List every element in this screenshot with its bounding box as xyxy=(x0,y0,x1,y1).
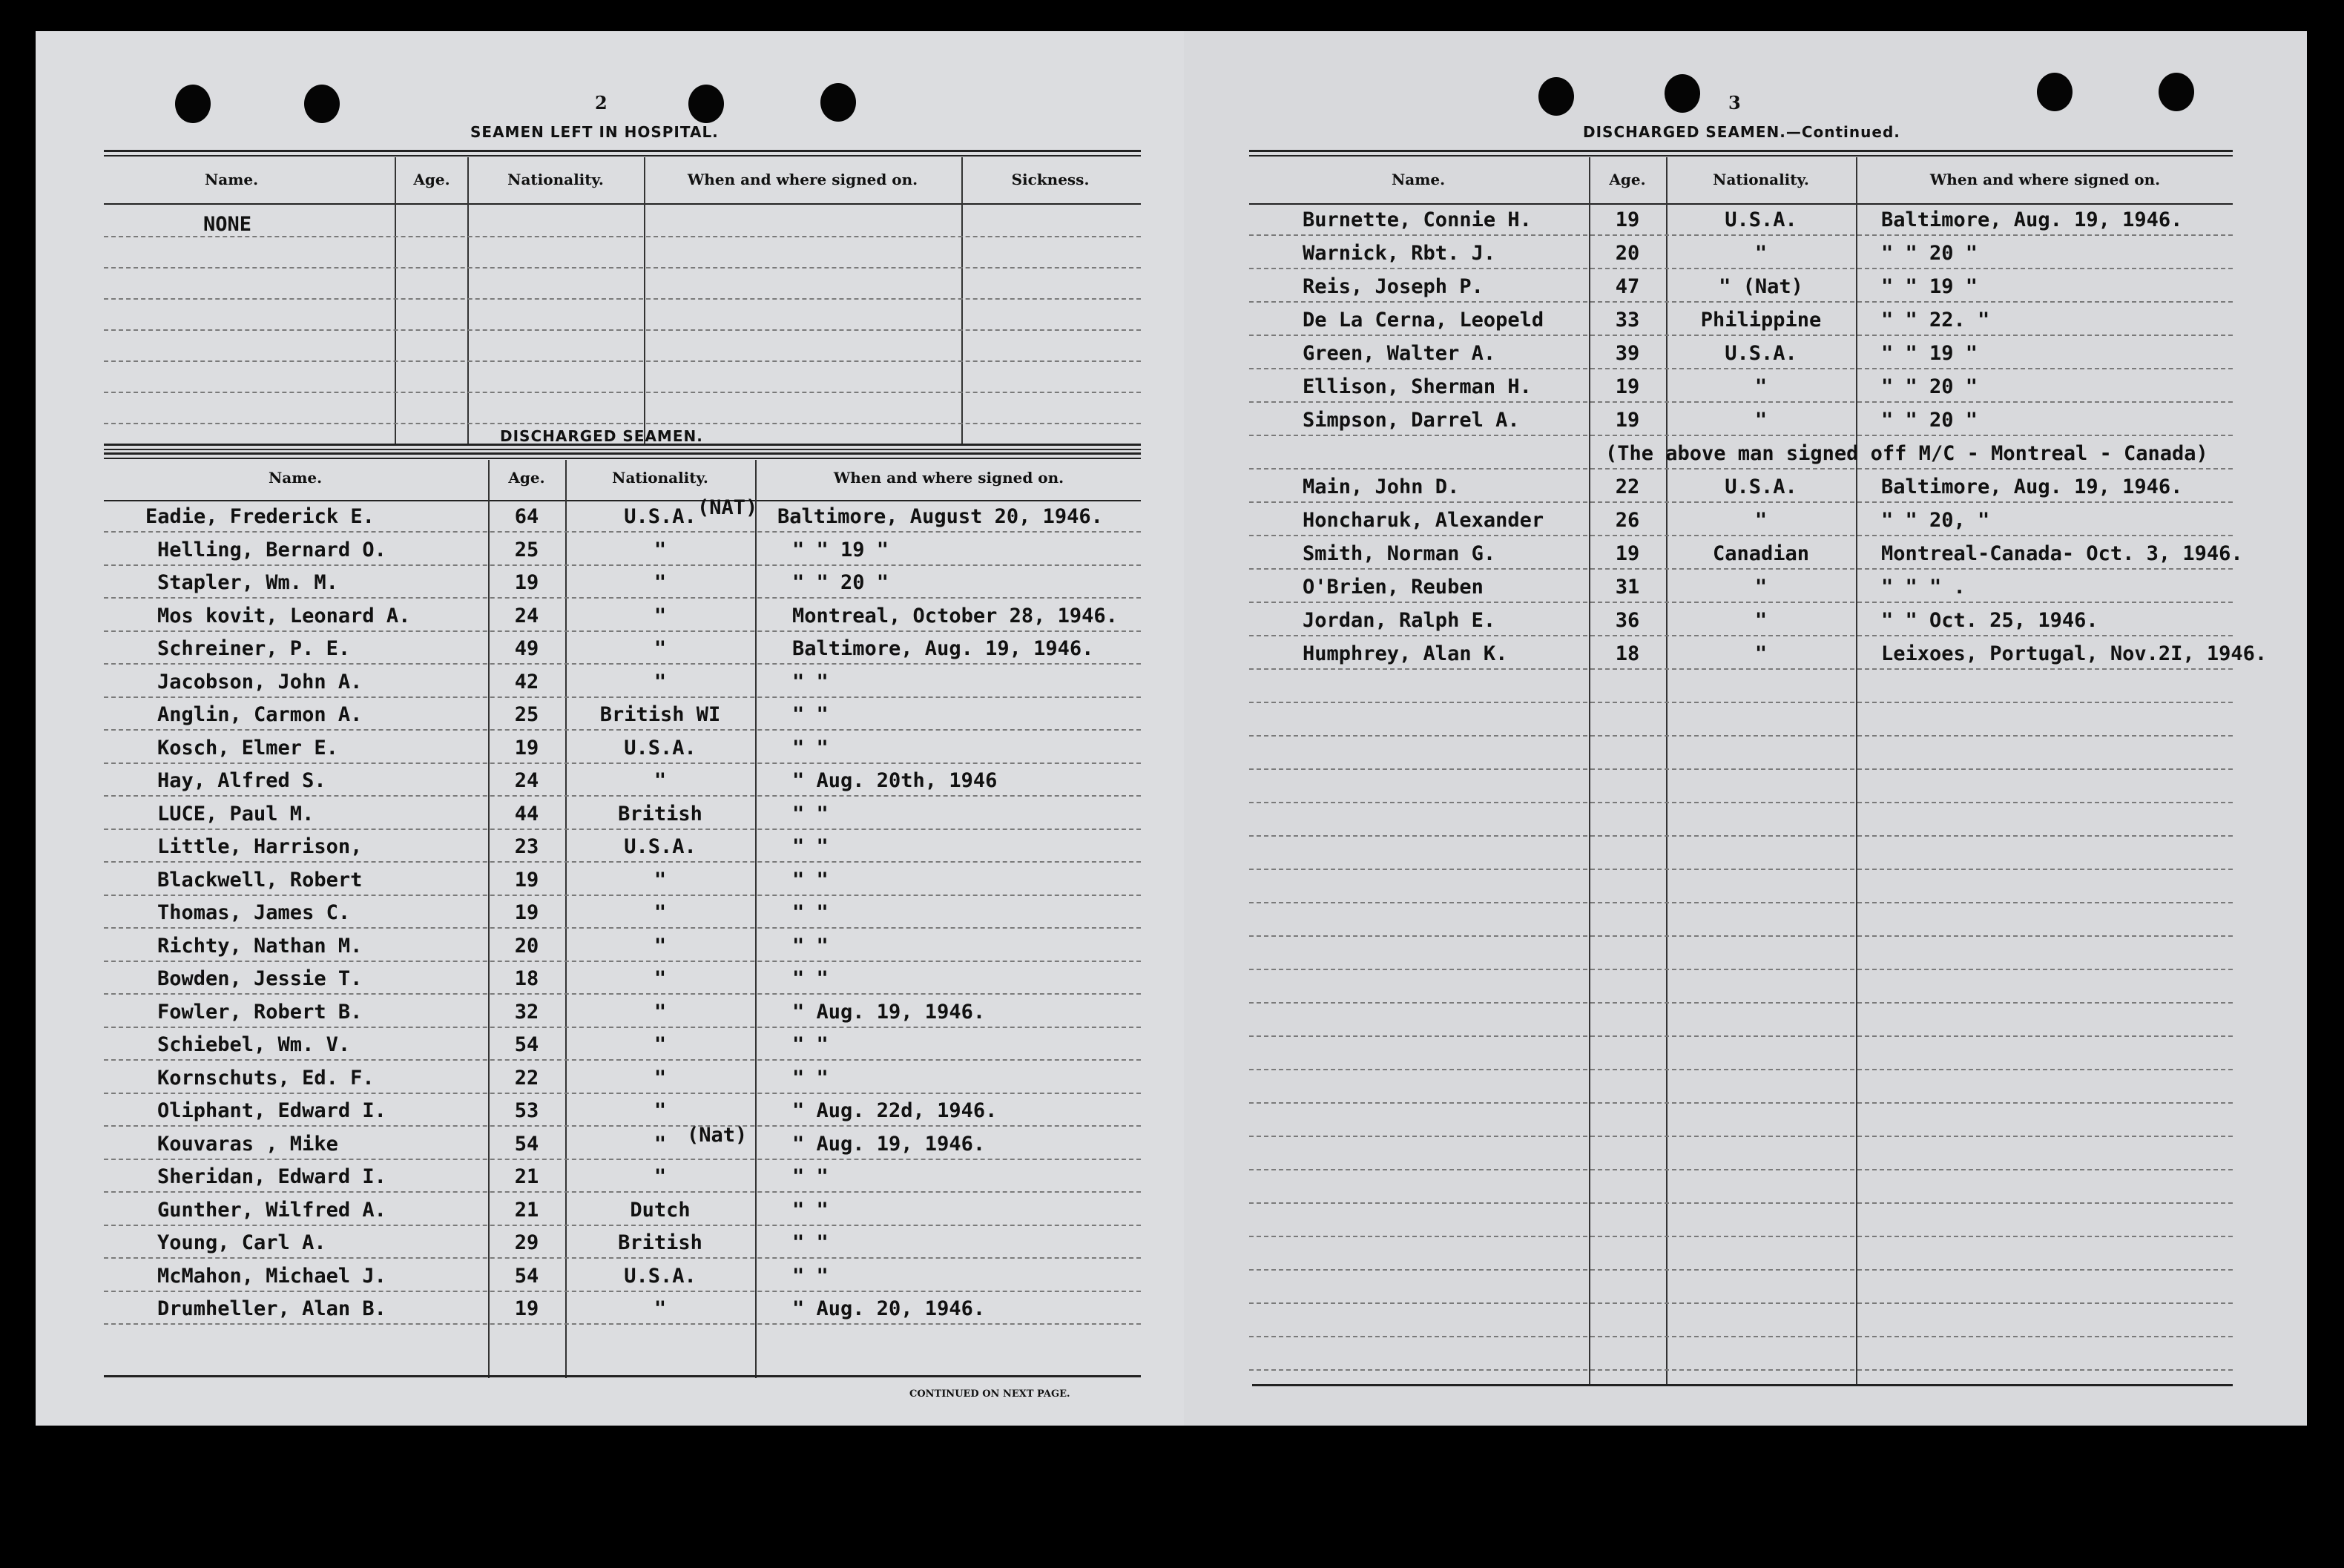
seaman-name: Oliphant, Edward I. xyxy=(157,1099,386,1122)
ruled-line xyxy=(1249,234,2233,236)
col-header-nationality: Nationality. xyxy=(612,469,708,487)
seaman-age: 19 xyxy=(1615,542,1640,565)
ruled-line xyxy=(104,1323,1141,1325)
seaman-nationality: " xyxy=(1754,642,1768,665)
table-rule xyxy=(1249,150,2233,152)
seaman-age: 54 xyxy=(514,1133,539,1156)
seaman-nationality: Dutch xyxy=(630,1199,691,1222)
seaman-nationality: British WI xyxy=(599,703,721,726)
signed-on: " " xyxy=(792,835,829,858)
table-rule xyxy=(104,458,1141,459)
seaman-name: Eadie, Frederick E. xyxy=(145,505,375,528)
table-rule xyxy=(104,203,1141,205)
ruled-line xyxy=(1249,768,2233,770)
seaman-nationality: " xyxy=(654,901,667,924)
seaman-age: 25 xyxy=(514,538,539,561)
ruled-line xyxy=(1249,668,2233,670)
seaman-age: 31 xyxy=(1615,576,1640,599)
signed-on: Baltimore, Aug. 19, 1946. xyxy=(1881,475,2183,498)
punch-hole xyxy=(304,85,340,123)
signed-on: " " Oct. 25, 1946. xyxy=(1881,609,2098,632)
signed-on: " " 20, " xyxy=(1881,509,1990,532)
ruled-line xyxy=(104,630,1141,632)
right-page xyxy=(1184,31,2307,1426)
seaman-age: 47 xyxy=(1615,275,1640,298)
seaman-name: Main, John D. xyxy=(1303,475,1460,498)
signed-on: " " 20 " xyxy=(1881,242,1978,265)
seaman-name: Hay, Alfred S. xyxy=(157,769,326,792)
ruled-line xyxy=(104,895,1141,896)
seaman-age: 32 xyxy=(514,1001,539,1024)
ruled-line xyxy=(104,927,1141,929)
ruled-line xyxy=(104,1093,1141,1094)
col-header-sickness: Sickness. xyxy=(1011,171,1090,188)
ruled-line xyxy=(104,1059,1141,1061)
ruled-line xyxy=(1249,1202,2233,1204)
seaman-name: Schiebel, Wm. V. xyxy=(157,1033,351,1056)
ruled-line xyxy=(104,597,1141,599)
page-number: 3 xyxy=(1728,92,1741,113)
column-divider xyxy=(395,157,396,444)
col-header-name: Name. xyxy=(268,469,323,487)
discharged-section-title: DISCHARGED SEAMEN. xyxy=(500,427,703,445)
seaman-age: 29 xyxy=(514,1231,539,1254)
seaman-nationality: " xyxy=(1754,375,1768,398)
ruled-line xyxy=(1249,1136,2233,1137)
seaman-nationality: " xyxy=(654,1099,667,1122)
ruled-line xyxy=(1249,802,2233,803)
ruled-line xyxy=(104,762,1141,764)
ruled-line xyxy=(104,1191,1141,1193)
signed-on: " Aug. 19, 1946. xyxy=(792,1133,986,1156)
seaman-name: Ellison, Sherman H. xyxy=(1303,375,1532,398)
seaman-nationality: " (Nat) xyxy=(1719,275,1803,298)
ruled-line xyxy=(104,531,1141,533)
signed-on: Baltimore, Aug. 19, 1946. xyxy=(792,637,1094,660)
table-rule xyxy=(1249,203,2233,205)
signed-on: " " 19 " xyxy=(1881,275,1978,298)
seaman-name: De La Cerna, Leopeld xyxy=(1303,309,1544,332)
seaman-nationality: British xyxy=(618,1231,702,1254)
ruled-line xyxy=(1249,1169,2233,1170)
seaman-name: Bowden, Jessie T. xyxy=(157,967,363,990)
seaman-age: 33 xyxy=(1615,309,1640,332)
seaman-age: 44 xyxy=(514,803,539,826)
signed-on: " " 20 " xyxy=(792,571,889,594)
seaman-name: Kosch, Elmer E. xyxy=(157,737,338,760)
ruled-line xyxy=(1249,602,2233,603)
signed-on: " " xyxy=(792,1265,829,1288)
column-divider xyxy=(467,157,469,444)
ruled-line xyxy=(104,1125,1141,1127)
ruled-line xyxy=(1249,1002,2233,1004)
seaman-age: 19 xyxy=(1615,409,1640,432)
punch-hole xyxy=(1538,77,1574,116)
seaman-age: 19 xyxy=(514,737,539,760)
signed-on: " " xyxy=(792,1067,829,1090)
seaman-age: 20 xyxy=(514,935,539,958)
ruled-line xyxy=(104,795,1141,797)
seaman-name: Kouvaras , Mike xyxy=(157,1133,338,1156)
seaman-name: Stapler, Wm. M. xyxy=(157,571,338,594)
seaman-age: 24 xyxy=(514,769,539,792)
seaman-age: 19 xyxy=(514,901,539,924)
seaman-name: Jacobson, John A. xyxy=(157,671,363,694)
ruled-line xyxy=(1249,1102,2233,1104)
seaman-age: 22 xyxy=(514,1067,539,1090)
ruled-line xyxy=(104,961,1141,962)
ruled-line xyxy=(1249,1069,2233,1070)
col-header-nationality: Nationality. xyxy=(1713,171,1809,188)
seaman-age: 64 xyxy=(514,505,539,528)
ruled-line xyxy=(104,729,1141,731)
ruled-line xyxy=(104,1159,1141,1160)
col-header-age: Age. xyxy=(508,469,545,487)
seaman-name: Honcharuk, Alexander xyxy=(1303,509,1544,532)
seaman-age: 19 xyxy=(1615,208,1640,231)
seaman-name: Helling, Bernard O. xyxy=(157,538,386,561)
seaman-nationality: " xyxy=(654,1001,667,1024)
seaman-age: 54 xyxy=(514,1265,539,1288)
seaman-name: Little, Harrison, xyxy=(157,835,363,858)
punch-hole xyxy=(2159,73,2194,111)
seaman-age: 18 xyxy=(1615,642,1640,665)
signed-on: " " xyxy=(792,1199,829,1222)
seaman-nationality: " xyxy=(654,769,667,792)
ruled-line xyxy=(1249,902,2233,903)
ruled-line xyxy=(104,1027,1141,1028)
seaman-name: Reis, Joseph P. xyxy=(1303,275,1484,298)
seaman-nationality: " xyxy=(654,571,667,594)
left-page xyxy=(36,31,1184,1426)
seaman-nationality: " xyxy=(654,1133,667,1156)
seaman-name: Smith, Norman G. xyxy=(1303,542,1496,565)
seaman-age: 36 xyxy=(1615,609,1640,632)
seaman-name: Young, Carl A. xyxy=(157,1231,326,1254)
seaman-name: Kornschuts, Ed. F. xyxy=(157,1067,375,1090)
signed-on: " Aug. 19, 1946. xyxy=(792,1001,986,1024)
seaman-name: Humphrey, Alan K. xyxy=(1303,642,1508,665)
seaman-age: 42 xyxy=(514,671,539,694)
seaman-nationality: " xyxy=(654,1297,667,1320)
ruled-line xyxy=(104,423,1141,424)
seaman-nationality: U.S.A. xyxy=(1725,342,1797,365)
row-note: (The above man signed off M/C - Montreal - Canada) xyxy=(1605,442,2208,465)
seaman-name: Green, Walter A. xyxy=(1303,342,1496,365)
seaman-nationality: U.S.A. xyxy=(1725,475,1797,498)
seaman-name: Simpson, Darrel A. xyxy=(1303,409,1520,432)
column-divider xyxy=(1666,157,1668,1386)
seaman-nationality: " xyxy=(654,935,667,958)
signed-on: " Aug. 20, 1946. xyxy=(792,1297,986,1320)
signed-on: Baltimore, Aug. 19, 1946. xyxy=(1881,208,2183,231)
punch-hole xyxy=(175,85,211,123)
table-rule xyxy=(1252,1384,2233,1386)
seaman-nationality: " xyxy=(1754,242,1768,265)
signed-on: " " " . xyxy=(1881,576,1966,599)
seaman-nationality: U.S.A. xyxy=(1725,208,1797,231)
seaman-nationality: U.S.A. xyxy=(624,505,697,528)
ruled-line xyxy=(104,236,1141,237)
ruled-line xyxy=(104,329,1141,331)
seaman-nationality: " xyxy=(654,1067,667,1090)
seaman-age: 23 xyxy=(514,835,539,858)
signed-on: Montreal-Canada- Oct. 3, 1946. xyxy=(1881,542,2243,565)
seaman-age: 19 xyxy=(514,869,539,892)
seaman-nationality: Philippine xyxy=(1700,309,1822,332)
seaman-age: 19 xyxy=(1615,375,1640,398)
ruled-line xyxy=(104,1291,1141,1292)
table-rule xyxy=(104,155,1141,157)
signed-on: " " xyxy=(792,935,829,958)
signed-on: " " 19 " xyxy=(1881,342,1978,365)
column-divider xyxy=(644,157,645,444)
ruled-line xyxy=(1249,335,2233,336)
column-divider xyxy=(1856,157,1857,1386)
seaman-age: 19 xyxy=(514,571,539,594)
seaman-age: 21 xyxy=(514,1199,539,1222)
seaman-name: Jordan, Ralph E. xyxy=(1303,609,1496,632)
ruled-line xyxy=(1249,869,2233,870)
punch-hole xyxy=(820,83,856,122)
seaman-name: Blackwell, Robert xyxy=(157,869,363,892)
seaman-nationality: U.S.A. xyxy=(624,737,697,760)
col-header-signed-on: When and where signed on. xyxy=(833,469,1064,487)
seaman-name: Anglin, Carmon A. xyxy=(157,703,363,726)
signed-on: " " 22. " xyxy=(1881,309,1990,332)
ruled-line xyxy=(104,564,1141,566)
ruled-line xyxy=(1249,268,2233,269)
seaman-name: Fowler, Robert B. xyxy=(157,1001,363,1024)
seaman-age: 26 xyxy=(1615,509,1640,532)
ruled-line xyxy=(1249,835,2233,837)
ruled-line xyxy=(104,829,1141,830)
seaman-nationality: " xyxy=(654,538,667,561)
column-divider xyxy=(1589,157,1590,1386)
seaman-nationality: British xyxy=(618,803,702,826)
ruled-line xyxy=(104,267,1141,269)
seaman-nationality: " xyxy=(1754,509,1768,532)
seaman-name: Schreiner, P. E. xyxy=(157,637,351,660)
ruled-line xyxy=(1249,635,2233,636)
ruled-line xyxy=(1249,435,2233,436)
nationality-note: (NAT) xyxy=(697,496,758,519)
seaman-age: 19 xyxy=(514,1297,539,1320)
col-header-name: Name. xyxy=(1391,171,1446,188)
seaman-age: 49 xyxy=(514,637,539,660)
signed-on: " " 20 " xyxy=(1881,409,1978,432)
ruled-line xyxy=(1249,1269,2233,1271)
column-divider xyxy=(961,157,963,444)
discharged-continued-title: DISCHARGED SEAMEN.—Continued. xyxy=(1583,123,1900,141)
seaman-nationality: " xyxy=(654,1033,667,1056)
seaman-nationality: " xyxy=(654,637,667,660)
signed-on: " " xyxy=(792,869,829,892)
seaman-age: 54 xyxy=(514,1033,539,1056)
ruled-line xyxy=(1249,935,2233,937)
seaman-age: 20 xyxy=(1615,242,1640,265)
ruled-line xyxy=(1249,568,2233,570)
punch-hole xyxy=(1665,74,1700,113)
ruled-line xyxy=(1249,1336,2233,1337)
signed-on: " Aug. 20th, 1946 xyxy=(792,769,998,792)
continued-note: CONTINUED ON NEXT PAGE. xyxy=(909,1389,1070,1400)
signed-on: " " 19 " xyxy=(792,538,889,561)
ruled-line xyxy=(1249,735,2233,737)
ruled-line xyxy=(104,1225,1141,1226)
seaman-nationality: Canadian xyxy=(1712,542,1810,565)
table-rule xyxy=(104,1375,1141,1377)
seaman-age: 18 xyxy=(514,967,539,990)
nationality-note: (Nat) xyxy=(687,1124,748,1147)
seaman-nationality: " xyxy=(654,671,667,694)
punch-hole xyxy=(2037,73,2073,111)
signed-on: " " xyxy=(792,803,829,826)
seaman-name: Gunther, Wilfred A. xyxy=(157,1199,386,1222)
seaman-name: Drumheller, Alan B. xyxy=(157,1297,386,1320)
signed-on: Montreal, October 28, 1946. xyxy=(792,605,1118,627)
ruled-line xyxy=(104,392,1141,393)
punch-hole xyxy=(688,85,724,123)
seaman-name: McMahon, Michael J. xyxy=(157,1265,386,1288)
ruled-line xyxy=(1249,1236,2233,1237)
seaman-nationality: " xyxy=(654,605,667,627)
page-number: 2 xyxy=(595,92,608,113)
ruled-line xyxy=(1249,501,2233,503)
ruled-line xyxy=(1249,535,2233,536)
ruled-line xyxy=(104,696,1141,698)
signed-on: Baltimore, August 20, 1946. xyxy=(777,505,1103,528)
signed-on: " " xyxy=(792,1231,829,1254)
signed-on: Leixoes, Portugal, Nov.2I, 1946. xyxy=(1881,642,2268,665)
signed-on: " " xyxy=(792,737,829,760)
seaman-nationality: " xyxy=(1754,609,1768,632)
table-rule xyxy=(104,452,1141,455)
seaman-name: LUCE, Paul M. xyxy=(157,803,315,826)
ruled-line xyxy=(104,1257,1141,1259)
ruled-line xyxy=(1249,702,2233,703)
hospital-section-title: SEAMEN LEFT IN HOSPITAL. xyxy=(470,123,719,141)
seaman-nationality: " xyxy=(654,967,667,990)
col-header-nationality: Nationality. xyxy=(507,171,604,188)
seaman-nationality: " xyxy=(1754,576,1768,599)
seaman-name: Sheridan, Edward I. xyxy=(157,1165,386,1188)
ruled-line xyxy=(104,298,1141,300)
ruled-line xyxy=(1249,1302,2233,1304)
seaman-age: 39 xyxy=(1615,342,1640,365)
ruled-line xyxy=(1249,969,2233,970)
col-header-signed-on: When and where signed on. xyxy=(687,171,918,188)
col-header-age: Age. xyxy=(1609,171,1646,188)
signed-on: " Aug. 22d, 1946. xyxy=(792,1099,998,1122)
ruled-line xyxy=(1249,301,2233,303)
seaman-nationality: U.S.A. xyxy=(624,835,697,858)
ruled-line xyxy=(1249,1369,2233,1371)
seaman-name: Burnette, Connie H. xyxy=(1303,208,1532,231)
ruled-line xyxy=(104,861,1141,863)
seaman-age: 25 xyxy=(514,703,539,726)
ruled-line xyxy=(1249,368,2233,369)
ruled-line xyxy=(1249,1035,2233,1037)
seaman-nationality: U.S.A. xyxy=(624,1265,697,1288)
seaman-nationality: " xyxy=(654,1165,667,1188)
table-rule xyxy=(1249,155,2233,157)
signed-on: " " xyxy=(792,967,829,990)
seaman-name: Thomas, James C. xyxy=(157,901,351,924)
col-header-age: Age. xyxy=(413,171,450,188)
seaman-nationality: " xyxy=(1754,409,1768,432)
ruled-line xyxy=(104,993,1141,995)
ruled-line xyxy=(1249,468,2233,470)
signed-on: " " xyxy=(792,703,829,726)
table-rule xyxy=(104,449,1141,450)
seaman-name: Richty, Nathan M. xyxy=(157,935,363,958)
seaman-name: O'Brien, Reuben xyxy=(1303,576,1484,599)
table-rule xyxy=(104,500,1141,501)
col-header-name: Name. xyxy=(204,171,259,188)
seaman-name: Mos kovit, Leonard A. xyxy=(157,605,411,627)
seaman-name: Warnick, Rbt. J. xyxy=(1303,242,1496,265)
ruled-line xyxy=(104,360,1141,362)
seaman-age: 21 xyxy=(514,1165,539,1188)
signed-on: " " xyxy=(792,671,829,694)
ruled-line xyxy=(1249,401,2233,403)
col-header-signed-on: When and where signed on. xyxy=(1929,171,2161,188)
seaman-nationality: " xyxy=(654,869,667,892)
signed-on: " " xyxy=(792,901,829,924)
table-rule xyxy=(104,150,1141,152)
ruled-line xyxy=(104,663,1141,665)
seaman-age: 53 xyxy=(514,1099,539,1122)
signed-on: " " xyxy=(792,1165,829,1188)
seaman-age: 22 xyxy=(1615,475,1640,498)
signed-on: " " 20 " xyxy=(1881,375,1978,398)
signed-on: " " xyxy=(792,1033,829,1056)
seaman-age: 24 xyxy=(514,605,539,627)
hospital-entry: NONE xyxy=(203,213,252,236)
